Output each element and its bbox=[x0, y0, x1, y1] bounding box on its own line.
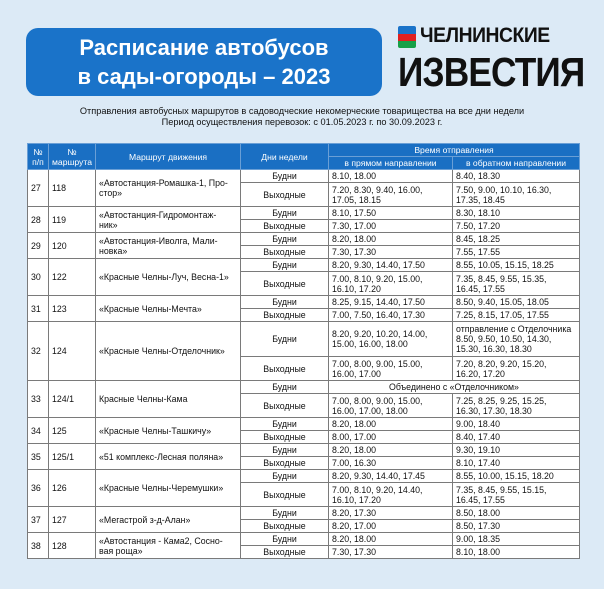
header-forward: в прямом направлении bbox=[329, 157, 453, 170]
row-weekend-forward: 7.30, 17.30 bbox=[329, 246, 453, 259]
row-weekday-label: Будни bbox=[241, 322, 329, 357]
row-weekend-forward: 7.30, 17.30 bbox=[329, 546, 453, 559]
row-route-name: «Красные Челны-Отделочник» bbox=[96, 322, 241, 381]
row-weekday-forward: 8.25, 9.15, 14.40, 17.50 bbox=[329, 296, 453, 309]
flag-emblem-icon bbox=[398, 26, 416, 48]
row-weekend-backward: 7.25, 8.15, 17.05, 17.55 bbox=[453, 309, 580, 322]
row-weekday-backward: 8.55, 10.00, 15.15, 18.20 bbox=[453, 470, 580, 483]
row-weekday-label: Будни bbox=[241, 296, 329, 309]
row-weekend-backward: 8.40, 17.40 bbox=[453, 431, 580, 444]
header-route-num: № маршрута bbox=[49, 144, 96, 170]
subtitle-line-2: Период осуществления перевозок: с 01.05.2023 г. по 30.09.2023 г. bbox=[161, 117, 443, 127]
row-num: 31 bbox=[28, 296, 49, 322]
row-weekend-label: Выходные bbox=[241, 220, 329, 233]
row-route-name: «Красные Челны-Черемушки» bbox=[96, 470, 241, 507]
row-route-name: «51 комплекс-Лесная поляна» bbox=[96, 444, 241, 470]
row-weekday-label: Будни bbox=[241, 207, 329, 220]
row-weekday-forward: 8.20, 18.00 bbox=[329, 444, 453, 457]
row-weekday-forward: 8.20, 17.30 bbox=[329, 507, 453, 520]
row-weekend-label: Выходные bbox=[241, 483, 329, 507]
row-route-name: «Автостанция-Иволга, Мали- новка» bbox=[96, 233, 241, 259]
row-weekend-forward: 7.20, 8.30, 9.40, 16.00, 17.05, 18.15 bbox=[329, 183, 453, 207]
row-weekend-backward: 8.10, 17.40 bbox=[453, 457, 580, 470]
row-weekend-label: Выходные bbox=[241, 272, 329, 296]
row-weekend-label: Выходные bbox=[241, 357, 329, 381]
row-weekend-backward: 8.50, 17.30 bbox=[453, 520, 580, 533]
row-num: 33 bbox=[28, 381, 49, 418]
row-weekend-forward: 7.00, 8.10, 9.20, 14.40, 16.10, 17.20 bbox=[329, 483, 453, 507]
row-weekend-backward: 7.35, 8.45, 9.55, 15.15, 16.45, 17.55 bbox=[453, 483, 580, 507]
row-weekday-backward: 8.55, 10.05, 15.15, 18.25 bbox=[453, 259, 580, 272]
schedule-subtitle bbox=[0, 106, 604, 128]
row-weekend-forward: 7.30, 17.00 bbox=[329, 220, 453, 233]
row-num: 27 bbox=[28, 170, 49, 207]
row-weekend-label: Выходные bbox=[241, 183, 329, 207]
row-route-num: 122 bbox=[49, 259, 96, 296]
row-weekday-forward: 8.20, 9.30, 14.40, 17.45 bbox=[329, 470, 453, 483]
row-weekday-label: Будни bbox=[241, 418, 329, 431]
row-weekend-forward: 7.00, 8.00, 9.00, 15.00, 16.00, 17.00, 18.00 bbox=[329, 394, 453, 418]
header-days: Дни недели bbox=[241, 144, 329, 170]
row-weekend-label: Выходные bbox=[241, 520, 329, 533]
row-weekday-forward: 8.10, 17.50 bbox=[329, 207, 453, 220]
row-route-num: 127 bbox=[49, 507, 96, 533]
row-route-name: «Автостанция-Ромашка-1, Про- стор» bbox=[96, 170, 241, 207]
row-route-num: 123 bbox=[49, 296, 96, 322]
row-num: 28 bbox=[28, 207, 49, 233]
row-weekend-label: Выходные bbox=[241, 394, 329, 418]
row-weekday-backward: 8.50, 9.40, 15.05, 18.05 bbox=[453, 296, 580, 309]
row-weekend-backward: 7.20, 8.20, 9.20, 15.20, 16.20, 17.20 bbox=[453, 357, 580, 381]
row-weekend-backward: 7.25, 8.25, 9.25, 15.25, 16.30, 17.30, 18.30 bbox=[453, 394, 580, 418]
row-weekday-label: Будни bbox=[241, 507, 329, 520]
row-route-num: 118 bbox=[49, 170, 96, 207]
row-route-name: «Красные Челны-Ташкичу» bbox=[96, 418, 241, 444]
row-route-num: 128 bbox=[49, 533, 96, 559]
row-weekend-label: Выходные bbox=[241, 546, 329, 559]
row-weekend-forward: 7.00, 8.10, 9.20, 15.00, 16.10, 17.20 bbox=[329, 272, 453, 296]
row-weekend-backward: 7.50, 9.00, 10.10, 16.30, 17.35, 18.45 bbox=[453, 183, 580, 207]
row-weekend-forward: 7.00, 8.00, 9.00, 15.00, 16.00, 17.00 bbox=[329, 357, 453, 381]
row-weekend-backward: 7.50, 17.20 bbox=[453, 220, 580, 233]
row-weekday-backward: 8.30, 18.10 bbox=[453, 207, 580, 220]
subtitle-line-1: Отправления автобусных маршрутов в садоводческие некомерческие товарищества на все дни недели bbox=[79, 106, 525, 116]
header-backward: в обратном направлении bbox=[453, 157, 580, 170]
row-weekday-label: Будни bbox=[241, 533, 329, 546]
row-route-num: 124/1 bbox=[49, 381, 96, 418]
row-weekday-label: Будни bbox=[241, 259, 329, 272]
row-weekday-backward: 8.40, 18.30 bbox=[453, 170, 580, 183]
row-weekday-backward: 8.50, 18.00 bbox=[453, 507, 580, 520]
row-route-num: 125/1 bbox=[49, 444, 96, 470]
row-weekend-forward: 7.00, 16.30 bbox=[329, 457, 453, 470]
row-num: 32 bbox=[28, 322, 49, 381]
row-route-num: 126 bbox=[49, 470, 96, 507]
row-weekday-label: Будни bbox=[241, 170, 329, 183]
row-num: 29 bbox=[28, 233, 49, 259]
row-weekend-label: Выходные bbox=[241, 246, 329, 259]
row-num: 36 bbox=[28, 470, 49, 507]
row-num: 37 bbox=[28, 507, 49, 533]
row-weekend-label: Выходные bbox=[241, 431, 329, 444]
row-num: 30 bbox=[28, 259, 49, 296]
newspaper-logo bbox=[398, 24, 586, 100]
row-route-name: «Автостанция - Кама2, Сосно- вая роща» bbox=[96, 533, 241, 559]
header-time: Время отправления bbox=[329, 144, 580, 157]
row-weekend-backward: 7.35, 8.45, 9.55, 15.35, 16.45, 17.55 bbox=[453, 272, 580, 296]
title-line-2: в сады-огороды – 2023 bbox=[77, 64, 331, 89]
title-banner bbox=[26, 28, 382, 96]
row-route-num: 120 bbox=[49, 233, 96, 259]
row-weekday-label: Будни bbox=[241, 233, 329, 246]
row-weekday-forward: 8.20, 18.00 bbox=[329, 233, 453, 246]
row-weekday-backward: 9.30, 19.10 bbox=[453, 444, 580, 457]
row-weekday-forward: 8.20, 18.00 bbox=[329, 418, 453, 431]
row-weekend-forward: 8.20, 17.00 bbox=[329, 520, 453, 533]
row-route-num: 125 bbox=[49, 418, 96, 444]
header-route: Маршрут движения bbox=[96, 144, 241, 170]
row-route-name: Красные Челны-Кама bbox=[96, 381, 241, 418]
row-route-name: «Автостанция-Гидромонтаж- ник» bbox=[96, 207, 241, 233]
row-weekday-forward: 8.20, 9.20, 10.20, 14.00, 15.00, 16.00, 18.00 bbox=[329, 322, 453, 357]
schedule-table bbox=[27, 143, 580, 559]
row-weekday-forward: 8.20, 9.30, 14.40, 17.50 bbox=[329, 259, 453, 272]
row-weekday-merged-note: Объединено с «Отделочником» bbox=[329, 381, 580, 394]
row-weekday-label: Будни bbox=[241, 470, 329, 483]
row-weekday-backward: 9.00, 18.40 bbox=[453, 418, 580, 431]
row-weekend-forward: 7.00, 7.50, 16.40, 17.30 bbox=[329, 309, 453, 322]
logo-name-bottom: ИЗВЕСТИЯ bbox=[398, 49, 585, 95]
row-weekend-label: Выходные bbox=[241, 457, 329, 470]
row-weekend-forward: 8.00, 17.00 bbox=[329, 431, 453, 444]
row-weekday-backward: 9.00, 18.35 bbox=[453, 533, 580, 546]
row-route-num: 124 bbox=[49, 322, 96, 381]
logo-name-top: ЧЕЛНИНСКИЕ bbox=[420, 24, 550, 47]
header-num: № п/п bbox=[28, 144, 49, 170]
row-weekend-label: Выходные bbox=[241, 309, 329, 322]
row-weekday-backward: отправление с Отделочника 8.50, 9.50, 10.50, 14.30, 15.30, 16.30, 18.30 bbox=[453, 322, 580, 357]
row-weekday-backward: 8.45, 18.25 bbox=[453, 233, 580, 246]
row-num: 35 bbox=[28, 444, 49, 470]
row-route-num: 119 bbox=[49, 207, 96, 233]
title-line-1: Расписание автобусов bbox=[79, 35, 329, 60]
row-num: 34 bbox=[28, 418, 49, 444]
row-weekend-backward: 8.10, 18.00 bbox=[453, 546, 580, 559]
row-route-name: «Красные Челны-Мечта» bbox=[96, 296, 241, 322]
row-weekend-backward: 7.55, 17.55 bbox=[453, 246, 580, 259]
row-weekday-forward: 8.10, 18.00 bbox=[329, 170, 453, 183]
row-weekday-label: Будни bbox=[241, 381, 329, 394]
row-route-name: «Красные Челны-Луч, Весна-1» bbox=[96, 259, 241, 296]
row-route-name: «Мегастрой з-д-Алан» bbox=[96, 507, 241, 533]
row-weekday-forward: 8.20, 18.00 bbox=[329, 533, 453, 546]
row-weekday-label: Будни bbox=[241, 444, 329, 457]
row-num: 38 bbox=[28, 533, 49, 559]
